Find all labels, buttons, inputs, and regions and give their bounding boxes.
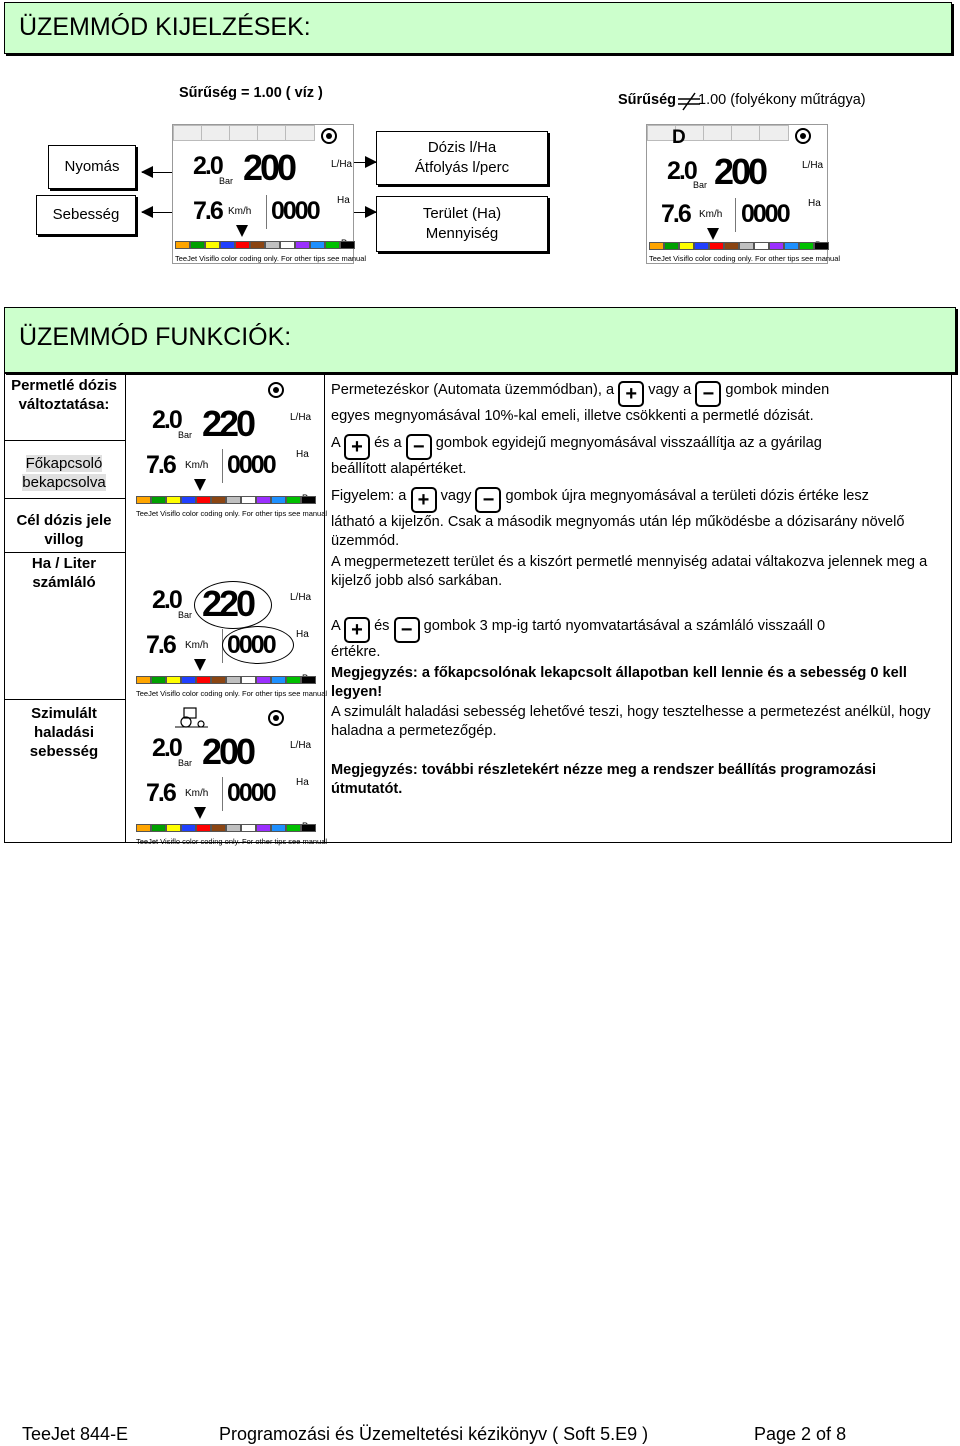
- color-swatch: [649, 242, 664, 250]
- color-swatch: [250, 241, 265, 249]
- minus-key-icon: −: [695, 381, 721, 407]
- counter-oval: [222, 626, 294, 664]
- color-swatch: [181, 496, 196, 504]
- color-swatch: [211, 824, 226, 832]
- color-swatch: [295, 241, 310, 249]
- color-swatch: [241, 824, 256, 832]
- paragraph-3: Figyelem: a + vagy − gombok újra megnyomásával a területi dózis értéke lesz látható a kijelzőn. Csak a második megnyomás után lép működésbe a dózisarány növelő üzemmód.: [331, 488, 905, 549]
- color-swatch: [340, 241, 355, 249]
- color-swatch: [694, 242, 709, 250]
- color-swatch: [166, 824, 181, 832]
- target-icon: [268, 710, 284, 726]
- color-swatch: [205, 241, 220, 249]
- color-swatch: [151, 496, 166, 504]
- display-dose-value: 200: [714, 151, 766, 192]
- color-swatch: [301, 676, 316, 684]
- color-swatch: [211, 496, 226, 504]
- label-target-flash: Cél dózis jele villog: [16, 512, 112, 548]
- display-dose-value: 220: [202, 403, 254, 444]
- color-swatch: [799, 242, 814, 250]
- label-counter: Ha / Liter számláló: [31, 555, 97, 591]
- paragraph-5: A + és − gombok 3 mp-ig tartó nyomvatartásával a számláló visszaáll 0 értékre.: [331, 618, 826, 660]
- paragraph-4: A megpermetezett terület és a kiszórt permetlé mennyiség adatai váltakozva jelennek meg a kijelző jobb alsó sarkában.: [331, 554, 928, 589]
- color-swatch: [784, 242, 799, 250]
- color-swatch: [724, 242, 739, 250]
- speed-label: Sebesség: [36, 195, 136, 235]
- color-swatch: [226, 676, 241, 684]
- display-function-dose: 2.0 Bar 220 L/Ha 7.6 Km/h 0000 Ha TeeJet Visiflo color coding only. For other tips see manual: [134, 376, 314, 514]
- display-dose-value: 200: [243, 147, 295, 188]
- color-swatch: [256, 824, 271, 832]
- color-swatch: [151, 824, 166, 832]
- minus-key-icon: −: [475, 487, 501, 513]
- color-swatch: [286, 824, 301, 832]
- target-icon: [268, 382, 284, 398]
- color-swatch: [235, 241, 250, 249]
- display-dose-value: 220: [202, 583, 254, 624]
- color-bar: [175, 241, 355, 249]
- display-water: 2.0 Bar 200 L/Ha 7.6 Km/h 0000 Ha TeeJet Visiflo color coding only. For other tips see manual: [172, 124, 354, 264]
- color-swatch: [241, 496, 256, 504]
- paragraph-6: Megjegyzés: a főkapcsolónak lekapcsolt állapotban kell lennie és a sebesség 0 kell legyen!: [331, 665, 907, 700]
- color-swatch: [190, 241, 205, 249]
- pressure-label: Nyomás: [48, 145, 136, 189]
- color-swatch: [280, 241, 295, 249]
- color-swatch: [136, 676, 151, 684]
- display-function-counter: 2.0 Bar 220 L/Ha 7.6 Km/h 0000 Ha TeeJet Visiflo color coding only. For other tips see manual: [134, 556, 314, 694]
- section-header-modes: [4, 2, 952, 54]
- plus-key-icon: +: [344, 434, 370, 460]
- color-swatch: [754, 242, 769, 250]
- color-swatch: [226, 824, 241, 832]
- display-function-simulated: 2.0 Bar 200 L/Ha 7.6 Km/h 0000 Ha TeeJet Visiflo color coding only. For other tips see manual: [134, 704, 314, 842]
- color-swatch: [175, 241, 190, 249]
- color-swatch: [271, 676, 286, 684]
- color-swatch: [679, 242, 694, 250]
- area-volume-label: Terület (Ha) Mennyiség: [376, 196, 548, 252]
- color-swatch: [241, 676, 256, 684]
- color-swatch: [325, 241, 340, 249]
- target-icon: [321, 128, 337, 144]
- target-icon: [795, 128, 811, 144]
- color-swatch: [814, 242, 829, 250]
- tractor-icon: [174, 704, 210, 730]
- paragraph-8: Megjegyzés: további részletekért nézze meg a rendszer beállítás programozási útmutatót.: [331, 762, 877, 797]
- target-flash-oval: [194, 581, 272, 629]
- plus-key-icon: +: [344, 617, 370, 643]
- color-swatch: [181, 824, 196, 832]
- label-dose-change: Permetlé dózis változtatása:: [11, 377, 117, 413]
- arrow-right-area: [354, 212, 376, 213]
- paragraph-7: A szimulált haladási sebesség lehetővé teszi, hogy tesztelhesse a permetezést anélkül, hogy haladna a permetezőgép.: [331, 704, 931, 739]
- section-header-functions: [4, 307, 956, 373]
- color-swatch: [286, 496, 301, 504]
- color-swatch: [265, 241, 280, 249]
- section-title-functions: ÜZEMMÓD FUNKCIÓK:: [19, 323, 292, 351]
- footer-center: Programozási és Üzemeltetési kézikönyv ( Soft 5.E9 ): [219, 1424, 649, 1444]
- display-fertilizer: D 2.0 Bar 200 L/Ha 7.6 Km/h 0000 Ha TeeJet Visiflo color coding only. For other tips see manual: [646, 124, 828, 264]
- footer-left: TeeJet 844-E: [22, 1424, 129, 1444]
- color-swatch: [166, 676, 181, 684]
- color-swatch: [166, 496, 181, 504]
- color-swatch: [211, 676, 226, 684]
- color-swatch: [256, 676, 271, 684]
- minus-key-icon: −: [394, 617, 420, 643]
- color-swatch: [196, 496, 211, 504]
- color-swatch: [151, 676, 166, 684]
- color-swatch: [739, 242, 754, 250]
- color-swatch: [220, 241, 235, 249]
- color-bar: [136, 824, 316, 832]
- color-bar: [136, 676, 316, 684]
- color-swatch: [709, 242, 724, 250]
- color-swatch: [769, 242, 784, 250]
- color-swatch: [301, 824, 316, 832]
- dose-flow-label: Dózis l/Ha Átfolyás l/perc: [376, 131, 548, 185]
- color-swatch: [196, 676, 211, 684]
- color-swatch: [256, 496, 271, 504]
- paragraph-1: Permetezéskor (Automata üzemmódban), a + vagy a − gombok minden egyes megnyomásával 10%-kal emeli, illetve csökkenti a permetlé dózisát.: [331, 382, 830, 424]
- plus-key-icon: +: [618, 381, 644, 407]
- plus-key-icon: +: [411, 487, 437, 513]
- color-swatch: [196, 824, 211, 832]
- density-fert-label-a: Sűrűség: [618, 92, 677, 108]
- color-swatch: [664, 242, 679, 250]
- minus-key-icon: −: [406, 434, 432, 460]
- density-fert-label-b: 1.00 (folyékony műtrágya): [698, 92, 866, 108]
- color-swatch: [301, 496, 316, 504]
- display-dose-value: 200: [202, 731, 254, 772]
- density-water-label: Sűrűség = 1.00 ( víz ): [179, 85, 323, 101]
- section-title-modes: ÜZEMMÓD KIJELZÉSEK:: [19, 13, 311, 41]
- label-main-switch: Főkapcsoló bekapcsolva: [22, 455, 106, 491]
- color-bar: [136, 496, 316, 504]
- color-swatch: [136, 824, 151, 832]
- color-bar: [649, 242, 829, 250]
- color-swatch: [271, 496, 286, 504]
- arrow-right-dose: [354, 162, 376, 163]
- color-swatch: [226, 496, 241, 504]
- label-simulated-speed: Szimulált haladási sebesség: [29, 705, 99, 760]
- color-swatch: [310, 241, 325, 249]
- density-indicator-d: D: [672, 127, 686, 148]
- color-swatch: [136, 496, 151, 504]
- color-swatch: [181, 676, 196, 684]
- paragraph-2: A + és a − gombok egyidejű megnyomásával visszaállítja az a gyárilag beállított alapértéket.: [331, 435, 822, 477]
- color-swatch: [286, 676, 301, 684]
- footer-right: Page 2 of 8: [754, 1424, 847, 1444]
- color-swatch: [271, 824, 286, 832]
